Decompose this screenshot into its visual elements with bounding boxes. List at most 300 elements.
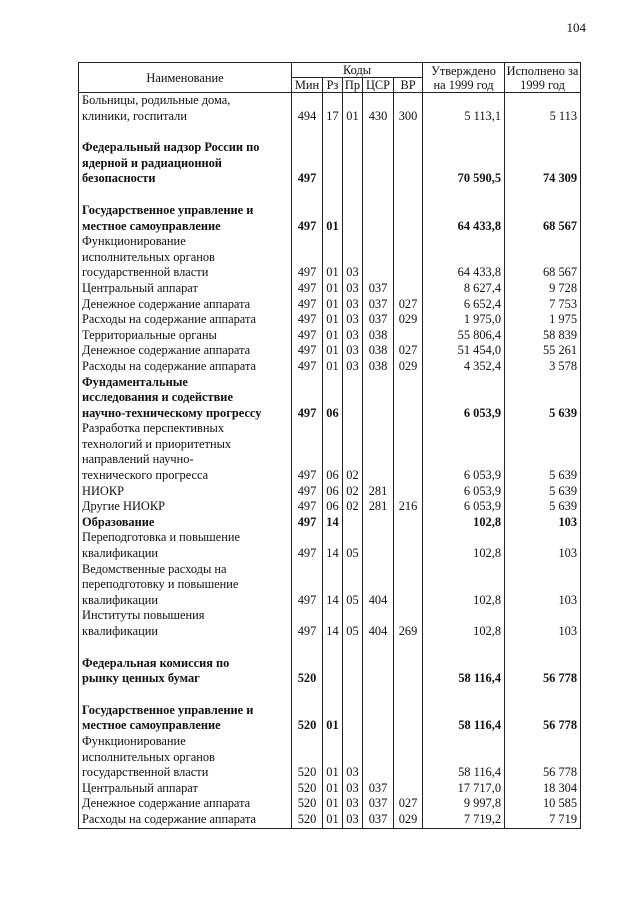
row-name-line: переподготовку и повышение [82, 577, 239, 592]
cell-vr [394, 530, 423, 561]
spacer-cell [79, 687, 292, 703]
spacer-cell [394, 187, 423, 203]
cell-executed: 5 113 [505, 93, 581, 125]
table-row [79, 421, 581, 483]
cell-min: 497 [292, 312, 323, 328]
spacer-cell [292, 187, 323, 203]
cell-approved: 6 053,9 [423, 499, 505, 515]
cell-rz: 14 [323, 530, 343, 561]
table-row [79, 796, 581, 812]
cell-rz: 01 [323, 359, 343, 375]
header-pr: Пр [343, 78, 363, 93]
cell-approved: 64 433,8 [423, 203, 505, 234]
spacer-cell [343, 187, 363, 203]
row-name-line: Разработка перспективных [82, 421, 225, 436]
row-name [79, 499, 292, 515]
cell-rz: 06 [323, 499, 343, 515]
cell-csr [363, 234, 394, 281]
row-name [79, 484, 292, 500]
row-name-line: исполнительных органов [82, 249, 215, 264]
cell-executed: 103 [505, 562, 581, 609]
cell-csr [363, 515, 394, 531]
cell-csr [363, 656, 394, 687]
cell-min: 497 [292, 343, 323, 359]
cell-min: 520 [292, 734, 323, 781]
cell-executed: 1 975 [505, 312, 581, 328]
cell-pr: 02 [343, 421, 363, 483]
cell-vr [394, 734, 423, 781]
row-name [79, 812, 292, 828]
cell-pr: 05 [343, 530, 363, 561]
spacer-cell [363, 640, 394, 656]
row-name-line: технического прогресса [82, 468, 209, 483]
spacer-cell [79, 187, 292, 203]
cell-pr: 03 [343, 343, 363, 359]
row-name-line: Центральный аппарат [82, 280, 198, 295]
row-name-line: Федеральная комиссия по [82, 655, 230, 670]
cell-executed: 68 567 [505, 234, 581, 281]
row-name-line: исполнительных органов [82, 749, 215, 764]
cell-approved: 7 719,2 [423, 812, 505, 828]
cell-min: 497 [292, 421, 323, 483]
cell-approved: 58 116,4 [423, 734, 505, 781]
row-name-line: безопасности [82, 171, 156, 186]
cell-vr: 300 [394, 93, 423, 125]
spacer-row [79, 687, 581, 703]
cell-executed: 74 309 [505, 140, 581, 187]
cell-csr [363, 140, 394, 187]
row-name [79, 328, 292, 344]
header-min: Мин [292, 78, 323, 93]
row-name [79, 375, 292, 422]
cell-approved: 102,8 [423, 530, 505, 561]
cell-vr: 029 [394, 812, 423, 828]
cell-min: 497 [292, 499, 323, 515]
spacer-row [79, 640, 581, 656]
spacer-cell [505, 187, 581, 203]
cell-csr: 281 [363, 484, 394, 500]
cell-rz: 01 [323, 781, 343, 797]
cell-csr: 038 [363, 343, 394, 359]
row-name-line: государственной власти [82, 765, 209, 780]
cell-csr [363, 530, 394, 561]
cell-rz [323, 656, 343, 687]
cell-approved: 58 116,4 [423, 656, 505, 687]
cell-executed: 5 639 [505, 499, 581, 515]
table-row [79, 140, 581, 187]
cell-rz: 14 [323, 515, 343, 531]
cell-approved: 5 113,1 [423, 93, 505, 125]
spacer-cell [79, 124, 292, 140]
cell-rz: 14 [323, 562, 343, 609]
table-row [79, 781, 581, 797]
cell-approved: 6 053,9 [423, 421, 505, 483]
table-row [79, 812, 581, 828]
cell-rz: 01 [323, 703, 343, 734]
spacer-cell [423, 124, 505, 140]
spacer-cell [79, 640, 292, 656]
spacer-cell [292, 124, 323, 140]
cell-min: 520 [292, 656, 323, 687]
page-number: 104 [566, 20, 586, 35]
row-name-line: Территориальные органы [82, 327, 217, 342]
spacer-cell [292, 640, 323, 656]
cell-csr: 281 [363, 499, 394, 515]
row-name [79, 608, 292, 639]
row-name-line: технологий и приоритетных [82, 436, 232, 451]
row-name-line: местное самоуправление [82, 218, 221, 233]
row-name-line: Государственное управление и [82, 702, 254, 717]
row-name-line: местное самоуправление [82, 718, 221, 733]
cell-approved: 4 352,4 [423, 359, 505, 375]
row-name [79, 312, 292, 328]
row-name-line: Больницы, родильные дома, [82, 93, 231, 107]
row-name-line: Другие НИОКР [82, 499, 165, 514]
spacer-cell [423, 640, 505, 656]
cell-csr: 038 [363, 359, 394, 375]
row-name-line: Денежное содержание аппарата [82, 343, 251, 358]
cell-csr [363, 421, 394, 483]
row-name-line: Ведомственные расходы на [82, 561, 227, 576]
cell-executed: 55 261 [505, 343, 581, 359]
cell-vr [394, 281, 423, 297]
spacer-cell [343, 687, 363, 703]
cell-csr [363, 703, 394, 734]
header-codes: Коды [292, 63, 423, 78]
cell-csr: 037 [363, 812, 394, 828]
cell-vr [394, 421, 423, 483]
cell-executed: 58 839 [505, 328, 581, 344]
row-name [79, 203, 292, 234]
cell-pr [343, 656, 363, 687]
spacer-cell [363, 187, 394, 203]
cell-min: 520 [292, 703, 323, 734]
cell-csr: 037 [363, 312, 394, 328]
spacer-cell [323, 187, 343, 203]
cell-approved: 8 627,4 [423, 281, 505, 297]
cell-min: 520 [292, 781, 323, 797]
row-name [79, 562, 292, 609]
row-name-line: Функционирование [82, 733, 186, 748]
cell-executed: 7 753 [505, 297, 581, 313]
cell-rz: 01 [323, 281, 343, 297]
cell-csr: 037 [363, 781, 394, 797]
cell-rz: 14 [323, 608, 343, 639]
cell-min: 497 [292, 608, 323, 639]
cell-vr [394, 328, 423, 344]
row-name-line: НИОКР [82, 483, 124, 498]
cell-pr: 03 [343, 781, 363, 797]
row-name [79, 343, 292, 359]
cell-pr: 02 [343, 499, 363, 515]
cell-min: 497 [292, 328, 323, 344]
cell-vr: 216 [394, 499, 423, 515]
spacer-cell [394, 687, 423, 703]
row-name-line: квалификации [82, 624, 159, 638]
cell-executed: 103 [505, 515, 581, 531]
cell-approved: 64 433,8 [423, 234, 505, 281]
cell-executed: 5 639 [505, 421, 581, 483]
table-row [79, 359, 581, 375]
row-name-line: научно-техническому прогрессу [82, 405, 262, 420]
cell-csr: 037 [363, 297, 394, 313]
cell-executed: 56 778 [505, 734, 581, 781]
row-name [79, 140, 292, 187]
spacer-cell [323, 687, 343, 703]
table-body [79, 93, 581, 829]
cell-csr [363, 375, 394, 422]
cell-min: 520 [292, 812, 323, 828]
header-executed: Исполнено за 1999 год [505, 63, 581, 93]
spacer-row [79, 124, 581, 140]
table-row [79, 312, 581, 328]
cell-executed: 18 304 [505, 781, 581, 797]
cell-pr: 03 [343, 281, 363, 297]
row-name-line: Денежное содержание аппарата [82, 296, 251, 311]
row-name-line: квалификации [82, 592, 159, 607]
spacer-cell [323, 640, 343, 656]
cell-min: 497 [292, 530, 323, 561]
spacer-cell [394, 124, 423, 140]
cell-vr: 029 [394, 312, 423, 328]
cell-approved: 58 116,4 [423, 703, 505, 734]
cell-executed: 3 578 [505, 359, 581, 375]
cell-approved: 102,8 [423, 562, 505, 609]
cell-pr [343, 203, 363, 234]
row-name-line: Государственное управление и [82, 202, 254, 217]
row-name-line: Переподготовка и повышение [82, 530, 240, 545]
cell-rz: 06 [323, 421, 343, 483]
cell-min: 520 [292, 796, 323, 812]
spacer-cell [363, 687, 394, 703]
cell-executed: 5 639 [505, 375, 581, 422]
cell-executed: 9 728 [505, 281, 581, 297]
cell-vr [394, 140, 423, 187]
cell-csr: 430 [363, 93, 394, 125]
cell-rz: 01 [323, 812, 343, 828]
spacer-cell [343, 640, 363, 656]
row-name-line: Расходы на содержание аппарата [82, 312, 257, 327]
cell-rz: 01 [323, 203, 343, 234]
cell-rz: 01 [323, 343, 343, 359]
cell-pr: 03 [343, 312, 363, 328]
cell-vr [394, 203, 423, 234]
table-row [79, 499, 581, 515]
row-name-line: клиники, госпитали [82, 108, 187, 123]
row-name [79, 297, 292, 313]
row-name [79, 656, 292, 687]
cell-executed: 56 778 [505, 703, 581, 734]
row-name-line: Институты повышения [82, 608, 205, 623]
cell-csr: 038 [363, 328, 394, 344]
cell-pr: 03 [343, 328, 363, 344]
row-name-line: исследования и содействие [82, 390, 233, 405]
spacer-cell [505, 124, 581, 140]
cell-approved: 1 975,0 [423, 312, 505, 328]
cell-pr: 03 [343, 234, 363, 281]
cell-rz [323, 140, 343, 187]
cell-min: 494 [292, 93, 323, 125]
table-row [79, 703, 581, 734]
row-name-line: Образование [82, 514, 155, 529]
cell-pr: 05 [343, 562, 363, 609]
table-row [79, 562, 581, 609]
header-csr: ЦСР [363, 78, 394, 93]
table-row [79, 530, 581, 561]
table-row [79, 93, 581, 125]
spacer-cell [505, 687, 581, 703]
table-row [79, 328, 581, 344]
row-name-line: Расходы на содержание аппарата [82, 811, 257, 826]
cell-rz: 01 [323, 234, 343, 281]
cell-rz: 06 [323, 375, 343, 422]
cell-pr: 03 [343, 734, 363, 781]
cell-executed: 7 719 [505, 812, 581, 828]
row-name [79, 530, 292, 561]
spacer-cell [292, 687, 323, 703]
cell-vr [394, 781, 423, 797]
cell-min: 497 [292, 562, 323, 609]
header-name: Наименование [79, 63, 292, 93]
cell-pr: 01 [343, 93, 363, 125]
row-name-line: Федеральный надзор России по [82, 140, 260, 155]
cell-pr: 03 [343, 359, 363, 375]
spacer-cell [343, 124, 363, 140]
header-approved: Утверждено на 1999 год [423, 63, 505, 93]
row-name [79, 781, 292, 797]
row-name [79, 93, 292, 125]
row-name-line: Денежное содержание аппарата [82, 796, 251, 811]
cell-approved: 102,8 [423, 608, 505, 639]
cell-executed: 103 [505, 530, 581, 561]
cell-rz: 01 [323, 297, 343, 313]
cell-min: 497 [292, 515, 323, 531]
cell-approved: 6 053,9 [423, 484, 505, 500]
row-name-line: Фундаментальные [82, 374, 188, 389]
header-rz: Рз [323, 78, 343, 93]
table-row [79, 297, 581, 313]
row-name-line: рынку ценных бумаг [82, 671, 200, 686]
cell-csr [363, 203, 394, 234]
cell-executed: 103 [505, 608, 581, 639]
cell-pr [343, 515, 363, 531]
cell-pr [343, 140, 363, 187]
table-row [79, 515, 581, 531]
cell-pr: 03 [343, 796, 363, 812]
cell-vr: 027 [394, 343, 423, 359]
cell-min: 497 [292, 484, 323, 500]
row-name-line: государственной власти [82, 265, 209, 280]
spacer-row [79, 187, 581, 203]
cell-vr [394, 375, 423, 422]
spacer-cell [323, 124, 343, 140]
table-row [79, 375, 581, 422]
cell-csr: 037 [363, 281, 394, 297]
budget-table [78, 62, 581, 829]
cell-vr [394, 562, 423, 609]
cell-min: 497 [292, 281, 323, 297]
cell-min: 497 [292, 375, 323, 422]
row-name-line: Функционирование [82, 234, 186, 249]
cell-min: 497 [292, 297, 323, 313]
cell-rz: 01 [323, 796, 343, 812]
cell-pr: 05 [343, 608, 363, 639]
cell-rz: 06 [323, 484, 343, 500]
cell-vr [394, 234, 423, 281]
cell-pr [343, 375, 363, 422]
spacer-cell [423, 687, 505, 703]
cell-min: 497 [292, 234, 323, 281]
header-vr: ВР [394, 78, 423, 93]
table-row [79, 484, 581, 500]
cell-min: 497 [292, 359, 323, 375]
table-row [79, 234, 581, 281]
spacer-cell [394, 640, 423, 656]
spacer-cell [423, 187, 505, 203]
cell-executed: 56 778 [505, 656, 581, 687]
cell-csr: 037 [363, 796, 394, 812]
spacer-cell [363, 124, 394, 140]
row-name-line: направлений научно- [82, 452, 194, 467]
row-name [79, 734, 292, 781]
cell-min: 497 [292, 140, 323, 187]
table-row [79, 608, 581, 639]
row-name-line: Расходы на содержание аппарата [82, 358, 257, 373]
row-name [79, 234, 292, 281]
table-row [79, 203, 581, 234]
cell-approved: 6 053,9 [423, 375, 505, 422]
cell-vr [394, 656, 423, 687]
cell-approved: 6 652,4 [423, 297, 505, 313]
row-name-line: Центральный аппарат [82, 780, 198, 795]
row-name-line: ядерной и радиационной [82, 155, 222, 170]
table-row [79, 281, 581, 297]
row-name [79, 421, 292, 483]
cell-csr: 404 [363, 562, 394, 609]
row-name-line: квалификации [82, 546, 159, 561]
table-row [79, 734, 581, 781]
cell-vr [394, 484, 423, 500]
spacer-cell [505, 640, 581, 656]
table-row [79, 656, 581, 687]
table-row [79, 343, 581, 359]
cell-executed: 68 567 [505, 203, 581, 234]
cell-rz: 17 [323, 93, 343, 125]
cell-vr: 269 [394, 608, 423, 639]
cell-approved: 17 717,0 [423, 781, 505, 797]
cell-pr: 02 [343, 484, 363, 500]
cell-vr [394, 703, 423, 734]
cell-approved: 102,8 [423, 515, 505, 531]
cell-rz: 01 [323, 312, 343, 328]
cell-vr: 027 [394, 297, 423, 313]
cell-executed: 5 639 [505, 484, 581, 500]
cell-pr: 03 [343, 297, 363, 313]
cell-approved: 9 997,8 [423, 796, 505, 812]
cell-vr: 029 [394, 359, 423, 375]
cell-vr [394, 515, 423, 531]
cell-rz: 01 [323, 734, 343, 781]
cell-approved: 55 806,4 [423, 328, 505, 344]
row-name [79, 515, 292, 531]
cell-min: 497 [292, 203, 323, 234]
cell-pr [343, 703, 363, 734]
cell-vr: 027 [394, 796, 423, 812]
row-name [79, 703, 292, 734]
cell-executed: 10 585 [505, 796, 581, 812]
cell-pr: 03 [343, 812, 363, 828]
cell-approved: 51 454,0 [423, 343, 505, 359]
